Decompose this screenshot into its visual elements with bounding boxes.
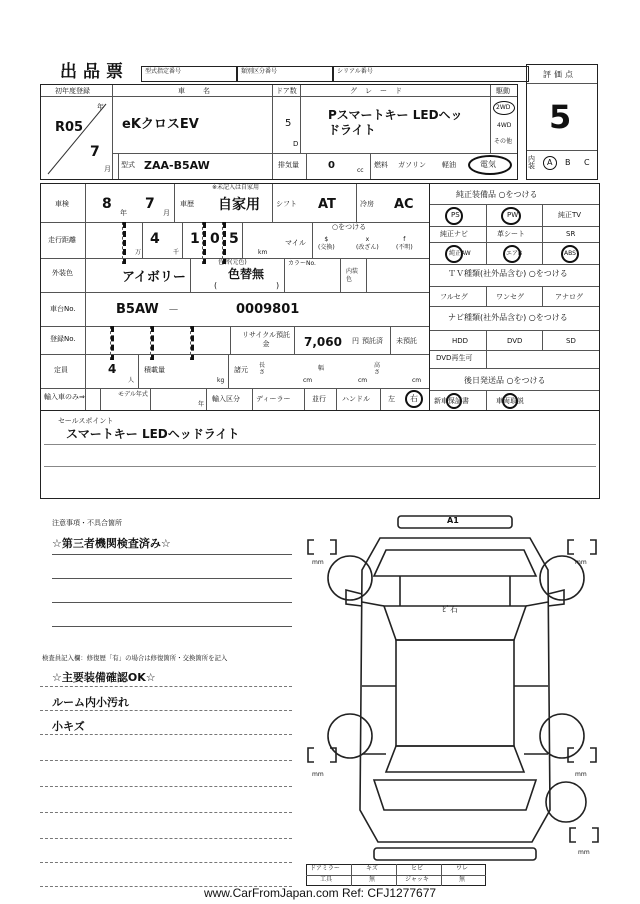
length-label: 長さ [259,362,266,376]
sales-text: スマートキー LEDヘッドライト [66,427,240,441]
import-label: 輸入車のみ⇒ [44,393,85,401]
equip-ps: PS [451,211,460,219]
month-unit: 月 [104,165,111,173]
width-label: 幅 [318,365,325,372]
legend-tools-value: 無 [369,876,376,883]
drive-other: その他 [494,138,513,145]
legend-scratch: キズ [366,865,378,872]
repaint-paren-right: ) [276,281,280,290]
mileage-digit-4: 5 [229,231,239,247]
equipment-title: 純正装備品 ○をつける [456,190,538,199]
note-item-2: ルーム内小汚れ [52,696,129,709]
legend-crack: ヒビ [411,865,424,872]
car-name-label: 車名 [178,87,228,95]
displacement-label: 排気量 [278,161,299,169]
inspection-month: 7 [145,196,155,212]
footer-ref: www.CarFromJapan.com Ref: CFJ1277677 [203,886,437,900]
model-cert-label: 型式指定番号 [145,68,182,75]
interior-a: A [547,158,553,167]
equip-pw: PW [507,211,519,219]
grade-label: グレード [350,87,410,95]
damage-code-a1: A1 [447,516,459,525]
handle-label: ハンドル [342,395,370,403]
mm-rear-left: mm [312,771,324,778]
usage-label: 車歴 [180,200,194,208]
import-dealer: ディーラー [256,395,291,403]
sheet-title: 出品票 [60,62,129,82]
capacity-label: 定員 [54,366,68,374]
interior-b: B [565,158,571,167]
legend-break: ワレ [456,865,469,872]
chassis-number: 0009801 [236,302,300,317]
ac-value: AC [394,197,414,212]
class-label: 類別区分番号 [241,68,278,75]
drive-4wd: 4WD [497,122,512,129]
tv-oneseg: ワンセグ [496,293,524,301]
inspection-year-unit: 年 [120,209,127,217]
sales-label: セールスポイント [58,417,114,425]
chassis-prefix: B5AW [116,302,159,317]
nav-title: ナビ種類(社外品含む) ○をつける [448,313,568,322]
drive-label: 駆動 [496,87,510,95]
notes-label: 注意事項・不具合箇所 [52,519,122,527]
tv-fullseg: フルセグ [440,293,468,301]
model-label: 型式 [121,161,135,169]
recycle-unpaid: 未預託 [396,337,417,345]
tv-analog: アナログ [555,293,583,301]
recycle-paid: 預託済 [362,337,383,345]
mile-label: マイル [285,239,306,247]
equip-pw-circle [501,207,521,225]
after-warranty: 新車保証書 [434,397,469,405]
mileage-digit-1: 4 [150,231,160,247]
notes-line-1: ☆第三者機関検査済み☆ [52,537,171,550]
repaint-value: 色替無 [228,267,265,281]
equip-ps-circle [445,207,463,225]
mm-front-left: mm [312,559,324,566]
after-title: 後日発送品 ○をつける [464,376,546,385]
car-name: eKクロスEV [122,117,199,132]
dvd-playback: DVD再生可 [436,354,473,362]
height-label: 高さ [374,362,381,376]
year-unit: 年 [97,103,104,111]
fuel-ev: 電気 [480,160,496,169]
model-year-unit: 年 [198,401,205,408]
score-label: 評価点 [543,70,576,79]
first-reg-label: 初年度登録 [55,87,90,95]
doors-value: 5 [285,118,292,129]
ac-label: 冷房 [360,200,374,208]
km-unit: km [258,249,268,256]
equip-leather: 革シート [497,230,525,238]
mileage-digit-3: 0 [210,231,220,247]
mm-spare: mm [578,849,590,856]
interior-color-label: 内装色 [346,268,359,283]
note-item-3: 小キズ [52,720,85,733]
load-unit: kg [217,377,225,384]
recycle-value: 7,060 [304,335,342,349]
capacity-unit: 人 [128,377,135,384]
equip-tv: 純正TV [558,211,582,219]
height-unit: cm [412,377,422,384]
capacity-value: 4 [108,362,117,376]
nav-sd: SD [566,337,576,345]
legend-mirror: ドアミラー [310,865,340,872]
doors-suffix: D [293,140,299,148]
tv-title: ＴＶ種類(社外品含む) ○をつける [448,269,568,278]
car-diagram [300,510,610,880]
shift-label: シフト [276,200,297,208]
interior-c: C [584,158,590,167]
load-label: 積載量 [144,366,165,374]
exterior-label: 外装色 [52,269,73,277]
displacement-unit: cc [357,167,364,174]
damage-mark-chip: ﾋﾞ石 [442,605,458,614]
inspector-note: 検査員記入欄：修復歴「有」の場合は修復箇所・交換箇所を記入 [42,654,228,662]
legend-jack-value: 無 [459,876,466,883]
displacement-value: 0 [328,160,335,171]
model-value: ZAA-B5AW [144,159,210,172]
equip-abs: ABS [564,250,576,257]
unrecorded-note: ※未記入は自家用 [212,184,260,191]
shift-value: AT [318,197,336,212]
sen-unit: 千 [173,249,180,256]
inspection-month-unit: 月 [163,209,170,217]
serial-label: シリアル番号 [337,68,373,75]
import-type-label: 輸入区分 [212,395,240,403]
option-swap: $ (交換) [318,236,335,251]
interior-label: 内装 [528,155,535,170]
mileage-digit-2: 1 [190,231,200,247]
fuel-gasoline: ガソリン [398,161,426,169]
handle-left: 左 [388,395,395,403]
exterior-value: アイボリー [122,270,186,285]
handle-right: 右 [410,394,418,403]
circle-note: ○をつける [332,223,367,231]
drive-2wd: 2WD [496,104,511,111]
reg-year: R05 [55,120,84,135]
chassis-dash: － [168,303,179,316]
color-no-label: カラーNo. [288,260,316,267]
equip-aw: 純正AW [449,250,471,257]
equip-aw-circle [445,245,463,263]
nav-dvd: DVD [507,337,523,345]
inspection-label: 車検 [55,200,69,208]
score-value: 5 [549,98,572,136]
doors-label: ドア数 [276,87,297,95]
nav-hdd: HDD [452,337,469,345]
repaint-paren-left: ( [214,281,218,290]
dims-label: 諸元 [234,366,248,374]
model-year-label: モデル年式 [118,391,148,398]
option-modify: x (改ざん) [356,236,379,251]
man-unit: 万 [135,249,142,256]
equip-airbag-circle [503,245,521,263]
repaint-label: 色替(元色) [218,259,247,266]
chassis-label: 車台No. [50,305,76,313]
width-unit: cm [358,377,368,384]
equip-airbag: エアB [506,250,523,257]
equip-abs-circle [561,245,579,263]
mm-front-right: mm [575,559,587,566]
legend-jack: ジャッキ [405,876,429,883]
legend-tools: 工具 [320,876,333,883]
mm-rear-right: mm [575,771,587,778]
length-unit: cm [303,377,313,384]
after-manual-circle [502,393,518,409]
reg-month: 7 [90,144,100,160]
option-unknown: f (不明) [396,236,413,251]
fuel-diesel: 軽油 [442,161,456,169]
recycle-unit: 円 [352,337,359,345]
recycle-label: リサイクル預託金 [241,331,291,348]
after-warranty-circle [446,393,462,409]
equip-sr: SR [566,230,576,238]
grade-value: Pスマートキー LEDヘッドライト [328,108,463,137]
regno-label: 登録No. [50,335,76,343]
usage-value: 自家用 [218,197,260,213]
note-item-1: ☆主要装備確認OK☆ [52,671,156,684]
equip-nav: 純正ナビ [440,230,468,238]
mileage-label: 走行距離 [48,236,76,244]
fuel-label: 燃料 [374,161,388,169]
import-parallel: 並行 [312,395,326,403]
inspection-year: 8 [102,196,112,212]
after-manual: 車両取説 [496,397,524,405]
